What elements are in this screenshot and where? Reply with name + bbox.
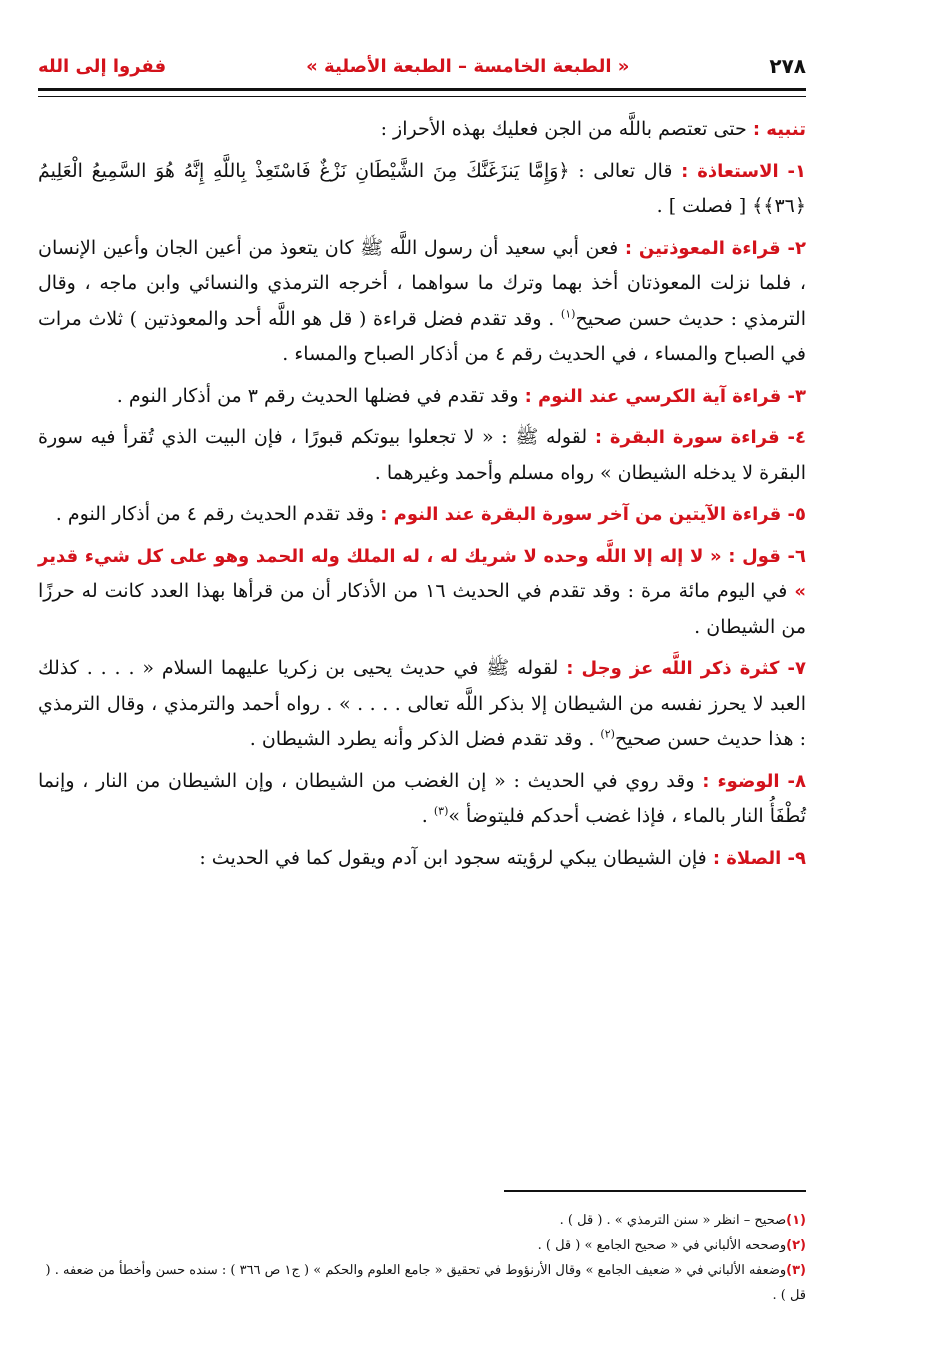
item-text-continued: . وقد تقدم فضل قراءة ( قل هو اللَّه أحد والمعوذتين ) ثلاث مرات في الصباح والمساء ، في الحديث رقم ٤ من أذكار الصباح والمساء . [38,307,806,365]
footnote-1 [38,1208,806,1233]
item-label: ١- الاستعاذة : [681,160,807,182]
footnote-number: (١) [786,1213,806,1228]
item-label: ٥- قراءة الآيتين من آخر سورة البقرة عند النوم : [380,504,806,525]
header-rule-thick [38,88,806,91]
footnote-marker: (١) [560,307,576,321]
edition-label: « الطبعة الخامسة – الطبعة الأصلية » [306,55,630,77]
item-text-continued: . [421,805,428,827]
page-number: ٢٧٨ [769,54,806,78]
footnote-marker: (٢) [600,727,615,741]
footnotes [38,1208,806,1308]
intro-paragraph [38,112,806,148]
item-text: لقوله ﷺ : « لا تجعلوا بيوتكم قبورًا ، فإن البيت الذي تُقرأ فيه سورة البقرة لا يدخله الشيطان » رواه مسلم وأحمد وغيرهما . [38,426,806,484]
item-text: فإن الشيطان يبكي لرؤيته سجود ابن آدم ويقول كما في الحديث : [199,846,707,869]
item-8 [38,764,806,835]
item-label: ٩- الصلاة : [712,847,806,869]
footnote-text: صحيح – انظر « سنن الترمذي » . ( قل ) . [559,1213,787,1228]
item-label: ٨- الوضوء : [702,770,807,792]
item-text: في اليوم مائة مرة : وقد تقدم في الحديث ١٦ من الأذكار أن من قرأها بهذا العدد كانت له حرزًا من الشيطان . [38,580,806,638]
item-text: وقد روي في الحديث : « إن الغضب من الشيطان ، وإن الشيطان من النار ، وإنما تُطْفَأُ النار بالماء ، فإذا غضب أحدكم فليتوضأ » [38,769,806,827]
footnote-text: وضعفه الألباني في « ضعيف الجامع » وقال الأرنؤوط في تحقيق « جامع العلوم والحكم » ( ج١ ص ٣٦٦ ) : سنده حسن وأخطأ من ضعفه . ( قل ) . [45,1263,806,1303]
item-label: ٧- كثرة ذكر اللَّه عز وجل : [566,658,806,679]
main-text [38,112,806,882]
item-2 [38,231,806,373]
intro-text: حتى تعتصم باللَّه من الجن فعليك بهذه الأحراز : [380,118,747,140]
item-text: لقوله ﷺ في حديث يحيى بن زكريا عليهما السلام « . . . . كذلك العبد لا يحرز نفسه من الشيطان إلا بذكر اللَّه تعالى . . . . » . رواه أحمد والترمذي ، وقال الترمذي : هذا حديث حسن صحيح [38,657,806,750]
item-label: ٢- قراءة المعوذتين : [624,237,807,259]
footnote-number: (٣) [786,1263,806,1278]
item-text: وقد تقدم الحديث رقم ٤ من أذكار النوم . [55,503,375,525]
intro-label: تنبيه : [752,119,806,140]
footnote-2 [38,1233,806,1258]
footnote-number: (٢) [786,1238,806,1253]
header-rule-thin [38,96,806,97]
footnote-text: وصححه الألباني في « صحيح الجامع » ( قل ) . [537,1238,787,1253]
item-9 [38,841,806,877]
item-text-continued: . وقد تقدم فضل الذكر وأنه يطرد الشيطان . [249,728,595,750]
page-header [38,48,806,84]
item-4 [38,420,806,491]
item-label: ٦- قول : « لا إله إلا اللَّه وحده لا شريك له ، له الملك وله الحمد وهو على كل شيء قدير » [38,545,806,602]
item-3 [38,379,806,415]
item-text: فعن أبي سعيد أن رسول اللَّه ﷺ كان يتعوذ من أعين الجان وأعين الإنسان ، فلما نزلت المعوذتان أخذ بهما وترك ما سواهما ، أخرجه الترمذي والنسائي وابن ماجه ، وقال الترمذي : حديث حسن صحيح [38,236,806,330]
item-7 [38,651,806,758]
item-5 [38,497,806,533]
quran-verse: ﴿وَإِمَّا يَنزَغَنَّكَ مِنَ الشَّيْطَانِ نَزْغٌ فَاسْتَعِذْ بِاللَّهِ إِنَّهُ هُوَ السَّمِيعُ الْعَلِيمُ ﴿٣٦﴾﴾ [38,159,806,217]
item-1 [38,154,806,225]
book-title: ففروا إلى الله [38,55,167,77]
verse-reference: [ فصلت ] . [656,195,747,217]
item-label: ٤- قراءة سورة البقرة : [594,427,806,448]
item-text: قال تعالى : [578,159,673,182]
item-6 [38,539,806,646]
footnote-separator [504,1190,806,1192]
footnote-3 [38,1258,806,1308]
item-label: ٣- قراءة آية الكرسي عند النوم : [524,385,806,407]
footnote-marker: (٣) [433,804,449,818]
item-text: وقد تقدم في فضلها الحديث رقم ٣ من أذكار النوم . [116,384,519,407]
